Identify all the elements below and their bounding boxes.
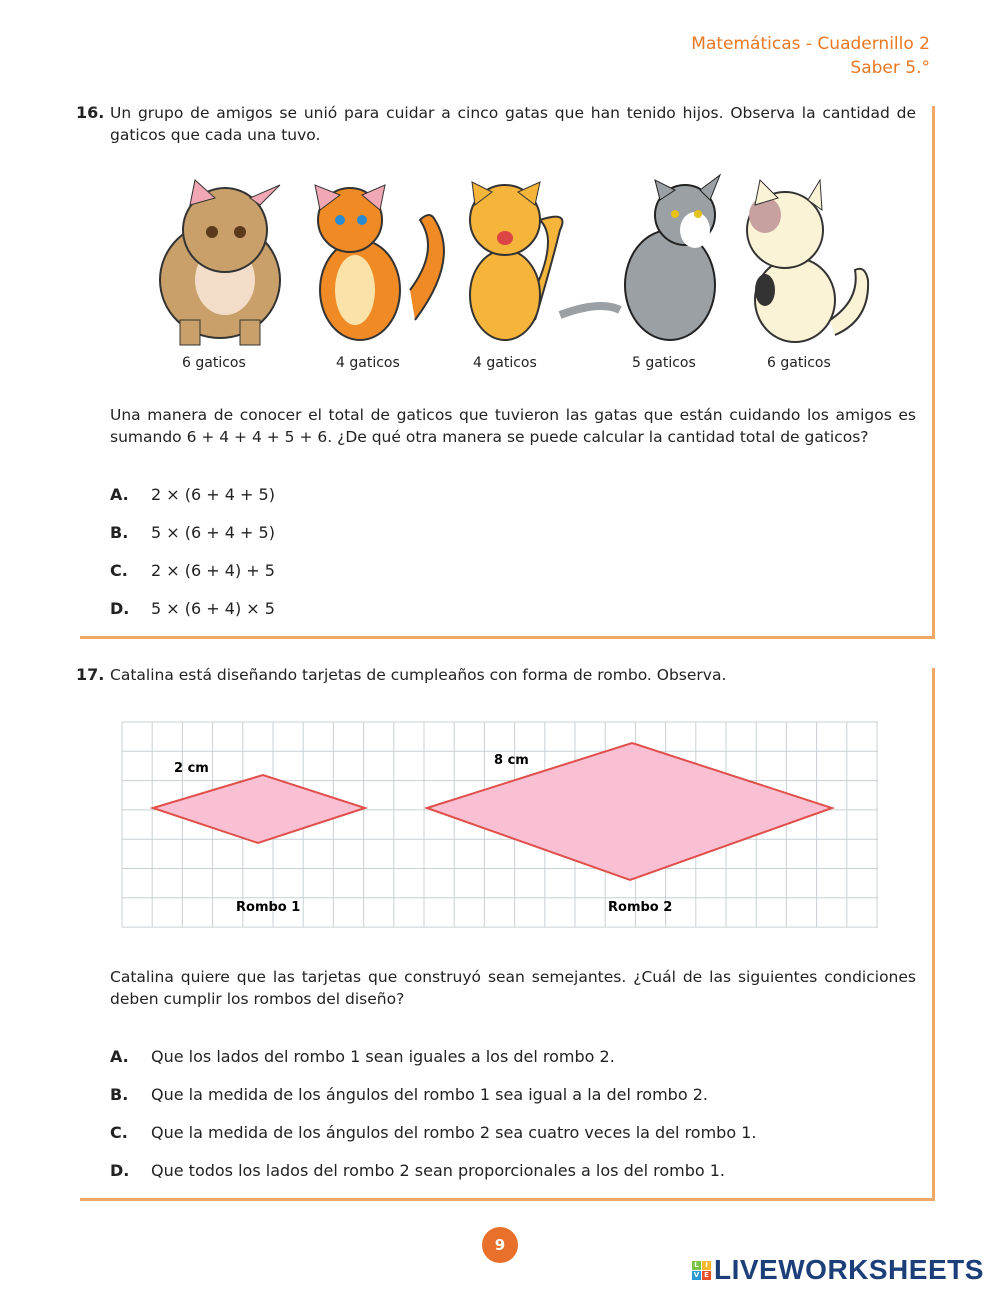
liveworksheets-logo[interactable] <box>692 1254 984 1286</box>
option-letter: A. <box>110 1047 129 1066</box>
q17-option-d[interactable] <box>110 1161 725 1180</box>
question-16-number: 16. <box>76 103 105 122</box>
option-text: 5 × (6 + 4 + 5) <box>151 523 275 542</box>
option-text: Que la medida de los ángulos del rombo 1 sea igual a la del rombo 2. <box>151 1085 708 1104</box>
question-16-text: Un grupo de amigos se unió para cuidar a cinco gatas que han tenido hijos. Observa la cantidad de gaticos que cada una tuvo. <box>110 104 916 144</box>
question-17-text: Catalina está diseñando tarjetas de cumpleaños con forma de rombo. Observa. <box>110 666 727 684</box>
cat-5-label: 6 gaticos <box>767 355 831 371</box>
question-16-body: Una manera de conocer el total de gaticos que tuvieron las gatas que están cuidando los amigos es sumando 6 + 4 + 4 + 5 + 6. ¿De qué otra manera se puede calcular la cantidad total de gaticos? <box>110 406 916 446</box>
option-letter: C. <box>110 1123 128 1142</box>
cat-2-label: 4 gaticos <box>336 355 400 371</box>
rhombus-2 <box>427 743 832 880</box>
option-text: Que la medida de los ángulos del rombo 2 sea cuatro veces la del rombo 1. <box>151 1123 757 1142</box>
option-text: 5 × (6 + 4) × 5 <box>151 599 275 618</box>
rhombus-2-label: Rombo 2 <box>608 900 673 915</box>
option-text: 2 × (6 + 4) + 5 <box>151 561 275 580</box>
q17-option-b[interactable] <box>110 1085 708 1104</box>
rhombus-2-side-label: 8 cm <box>494 753 529 768</box>
cat-3-label: 4 gaticos <box>473 355 537 371</box>
option-letter: A. <box>110 485 129 504</box>
option-letter: B. <box>110 1085 129 1104</box>
cat-4-label: 5 gaticos <box>632 355 696 371</box>
header-subject: Matemáticas - Cuadernillo 2 <box>691 34 930 54</box>
option-letter: D. <box>110 1161 130 1180</box>
q17-option-a[interactable] <box>110 1047 615 1066</box>
option-text: 2 × (6 + 4 + 5) <box>151 485 275 504</box>
option-letter: B. <box>110 523 129 542</box>
logo-tiles-icon: L I V E <box>692 1261 711 1280</box>
cat-1-label: 6 gaticos <box>182 355 246 371</box>
option-text: Que los lados del rombo 1 sean iguales a los del rombo 2. <box>151 1047 615 1066</box>
rhombus-1-side-label: 2 cm <box>174 761 209 776</box>
question-17-body: Catalina quiere que las tarjetas que construyó sean semejantes. ¿Cuál de las siguientes condiciones deben cumplir los rombos del diseño? <box>110 968 916 1008</box>
page-number: 9 <box>482 1227 518 1263</box>
question-17-number: 17. <box>76 665 105 684</box>
logo-text: LIVEWORKSHEETS <box>714 1254 984 1285</box>
option-letter: D. <box>110 599 130 618</box>
option-letter: C. <box>110 561 128 580</box>
rhombus-1-label: Rombo 1 <box>236 900 301 915</box>
header-grade: Saber 5.° <box>850 58 930 78</box>
option-text: Que todos los lados del rombo 2 sean proporcionales a los del rombo 1. <box>151 1161 726 1180</box>
q17-option-c[interactable] <box>110 1123 756 1142</box>
